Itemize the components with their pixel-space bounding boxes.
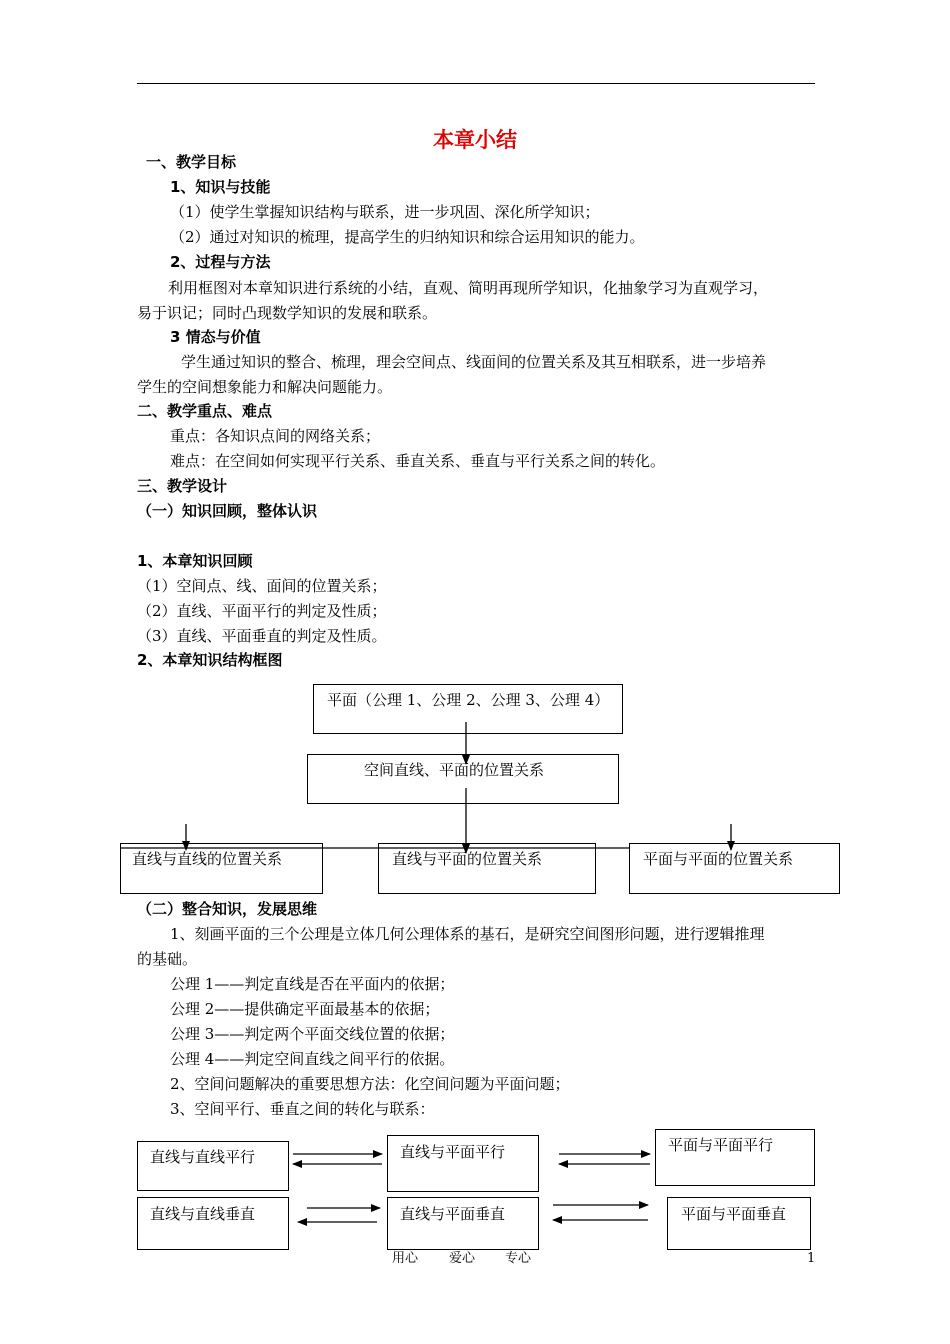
box-line-plane-parallel-label: 直线与平面平行 [400, 1143, 506, 1161]
subheading-review: （一）知识回顾，整体认识 [137, 502, 318, 520]
footer-motto-1: 用心 [392, 1251, 419, 1266]
box-plane-plane-perpendicular-label: 平面与平面垂直 [681, 1205, 787, 1223]
emotion-text-line-2: 学生的空间想象能力和解决问题能力。 [137, 378, 393, 396]
footer-motto-3: 专心 [505, 1251, 532, 1266]
footer-motto-2: 爱心 [449, 1251, 476, 1266]
method-text: 2、空间问题解决的重要思想方法：化空间问题为平面问题； [170, 1075, 570, 1093]
transform-heading: 3、空间平行、垂直之间的转化与联系： [170, 1100, 435, 1118]
axiom-4-text: 公理 4——判定空间直线之间平行的依据。 [170, 1050, 455, 1068]
integration-text-line-2: 的基础。 [137, 950, 198, 968]
heading-key-points: 二、教学重点、难点 [137, 402, 273, 420]
heading-teaching-design: 三、教学设计 [137, 477, 228, 495]
review-item-2: （2）直线、平面平行的判定及性质； [137, 602, 387, 620]
box-plane-plane-parallel-label: 平面与平面平行 [668, 1136, 774, 1154]
page-number: 1 [807, 1251, 816, 1266]
box-space-relations-label: 空间直线、平面的位置关系 [364, 761, 545, 779]
key-point-text: 重点：各知识点间的网络关系； [170, 427, 381, 445]
subheading-knowledge-skills: 1、知识与技能 [170, 178, 271, 196]
box-line-plane-perpendicular-label: 直线与平面垂直 [400, 1205, 506, 1223]
axiom-1-text: 公理 1——判定直线是否在平面内的依据； [170, 975, 455, 993]
subheading-integration: （二）整合知识，发展思维 [137, 900, 318, 918]
goal-item-1: （1）使学生掌握知识结构与联系，进一步巩固、深化所学知识； [170, 203, 600, 221]
heading-teaching-goals: 一、教学目标 [146, 153, 237, 171]
subheading-process-method: 2、过程与方法 [170, 253, 271, 271]
subheading-emotion-value: 3 情态与价值 [170, 328, 261, 346]
axiom-3-text: 公理 3——判定两个平面交线位置的依据； [170, 1025, 455, 1043]
box-line-line-parallel-label: 直线与直线平行 [150, 1148, 256, 1166]
box-line-line-label: 直线与直线的位置关系 [132, 850, 283, 868]
page-title: 本章小结 [433, 128, 517, 152]
axiom-2-text: 公理 2——提供确定平面最基本的依据； [170, 1000, 440, 1018]
review-item-3: （3）直线、平面垂直的判定及性质。 [137, 627, 387, 645]
review-heading: 1、本章知识回顾 [137, 552, 253, 570]
structure-chart-heading: 2、本章知识结构框图 [137, 651, 283, 669]
box-line-line-perpendicular-label: 直线与直线垂直 [150, 1205, 256, 1223]
box-plane-plane-label: 平面与平面的位置关系 [643, 850, 794, 868]
goal-item-2: （2）通过对知识的梳理，提高学生的归纳知识和综合运用知识的能力。 [170, 228, 645, 246]
box-plane-axioms-label: 平面（公理 1、公理 2、公理 3、公理 4） [327, 691, 610, 709]
process-text-line-1: 利用框图对本章知识进行系统的小结，直观、简明再现所学知识，化抽象学习为直观学习， [168, 279, 769, 297]
process-text-line-2: 易于识记；同时凸现数学知识的发展和联系。 [137, 304, 438, 322]
difficulty-text: 难点：在空间如何实现平行关系、垂直关系、垂直与平行关系之间的转化。 [170, 452, 666, 470]
emotion-text-line-1: 学生通过知识的整合、梳理，理会空间点、线面间的位置关系及其互相联系，进一步培养 [181, 353, 767, 371]
box-line-plane-label: 直线与平面的位置关系 [392, 850, 543, 868]
review-item-1: （1）空间点、线、面间的位置关系； [137, 577, 387, 595]
integration-text-line-1: 1、刻画平面的三个公理是立体几何公理体系的基石，是研究空间图形问题，进行逻辑推理 [170, 925, 765, 943]
